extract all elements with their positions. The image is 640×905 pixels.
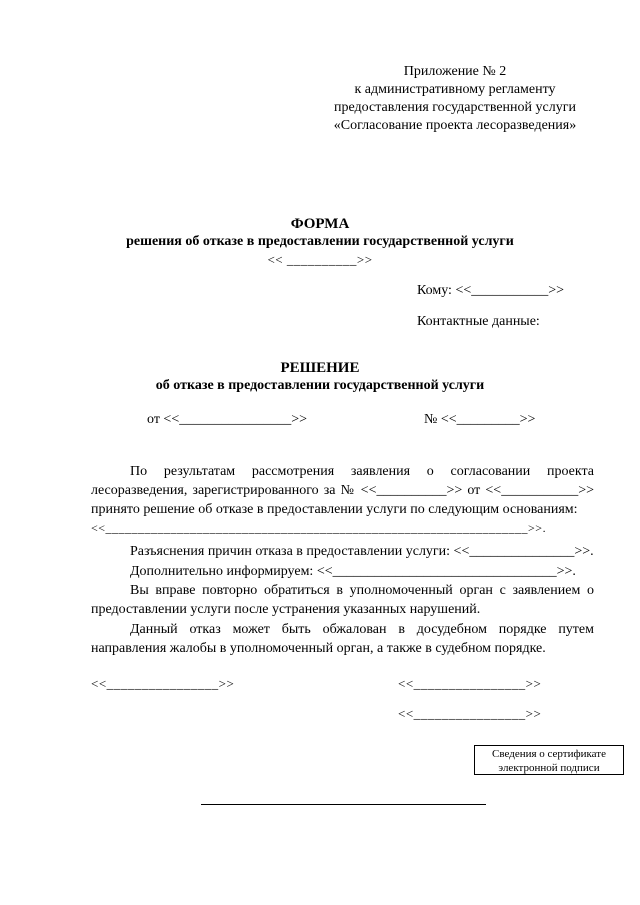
retry-paragraph: Вы вправе повторно обратиться в уполномоченный орган с заявлением о предоставлении услуги после устранения указанных нарушений. (91, 583, 594, 617)
appendix-service-name: «Согласование проекта лесоразведения» (333, 118, 577, 133)
form-title: ФОРМА (290, 216, 350, 232)
certificate-line-1: Сведения о сертификате (492, 748, 606, 760)
decision-date-field: от <<________________>> (147, 412, 308, 427)
signature-position-field: <<________________>> (91, 676, 235, 691)
decision-body (91, 462, 594, 538)
reasons-line: Разъяснения причин отказа в предоставлении услуги: <<_______________>>. (130, 544, 594, 559)
appendix-service: предоставления государственной услуги (334, 100, 576, 115)
appendix-regulation: к административному регламенту (354, 82, 556, 97)
body-line-1: По результатам рассмотрения заявления о согласовании проекта (130, 464, 594, 479)
signature-field: <<________________>> (398, 676, 542, 691)
appendix-header (290, 63, 620, 135)
certificate-line-2: электронной подписи (498, 762, 600, 774)
body-line-2: лесоразведения, зарегистрированного за № <<__________>> от <<___________>> (91, 483, 594, 498)
grounds-placeholder: <<_________________________________________________________________>>. (91, 521, 547, 535)
signature-name-field: <<________________>> (398, 706, 542, 721)
appeal-paragraph: Данный отказ может быть обжалован в досудебном порядке путем направления жалобы в уполномоченный орган, а также в судебном порядке. (91, 622, 594, 656)
additional-info-line: Дополнительно информируем: <<________________________________>>. (130, 564, 576, 579)
decision-title: РЕШЕНИЕ (280, 360, 360, 376)
body-line-3: принято решение об отказе в предоставлении услуги по следующим основаниям: (91, 502, 578, 517)
appendix-number: Приложение № 2 (403, 64, 507, 79)
certificate-box (474, 745, 624, 775)
authority-placeholder: << __________>> (267, 252, 373, 267)
recipient-field: Кому: <<___________>> (417, 283, 565, 298)
decision-subtitle: об отказе в предоставлении государственной услуги (155, 378, 485, 393)
contacts-label: Контактные данные: (417, 314, 540, 329)
bottom-divider (201, 804, 486, 805)
form-subtitle: решения об отказе в предоставлении государственной услуги (126, 234, 514, 249)
decision-number-field: № <<_________>> (424, 412, 536, 427)
